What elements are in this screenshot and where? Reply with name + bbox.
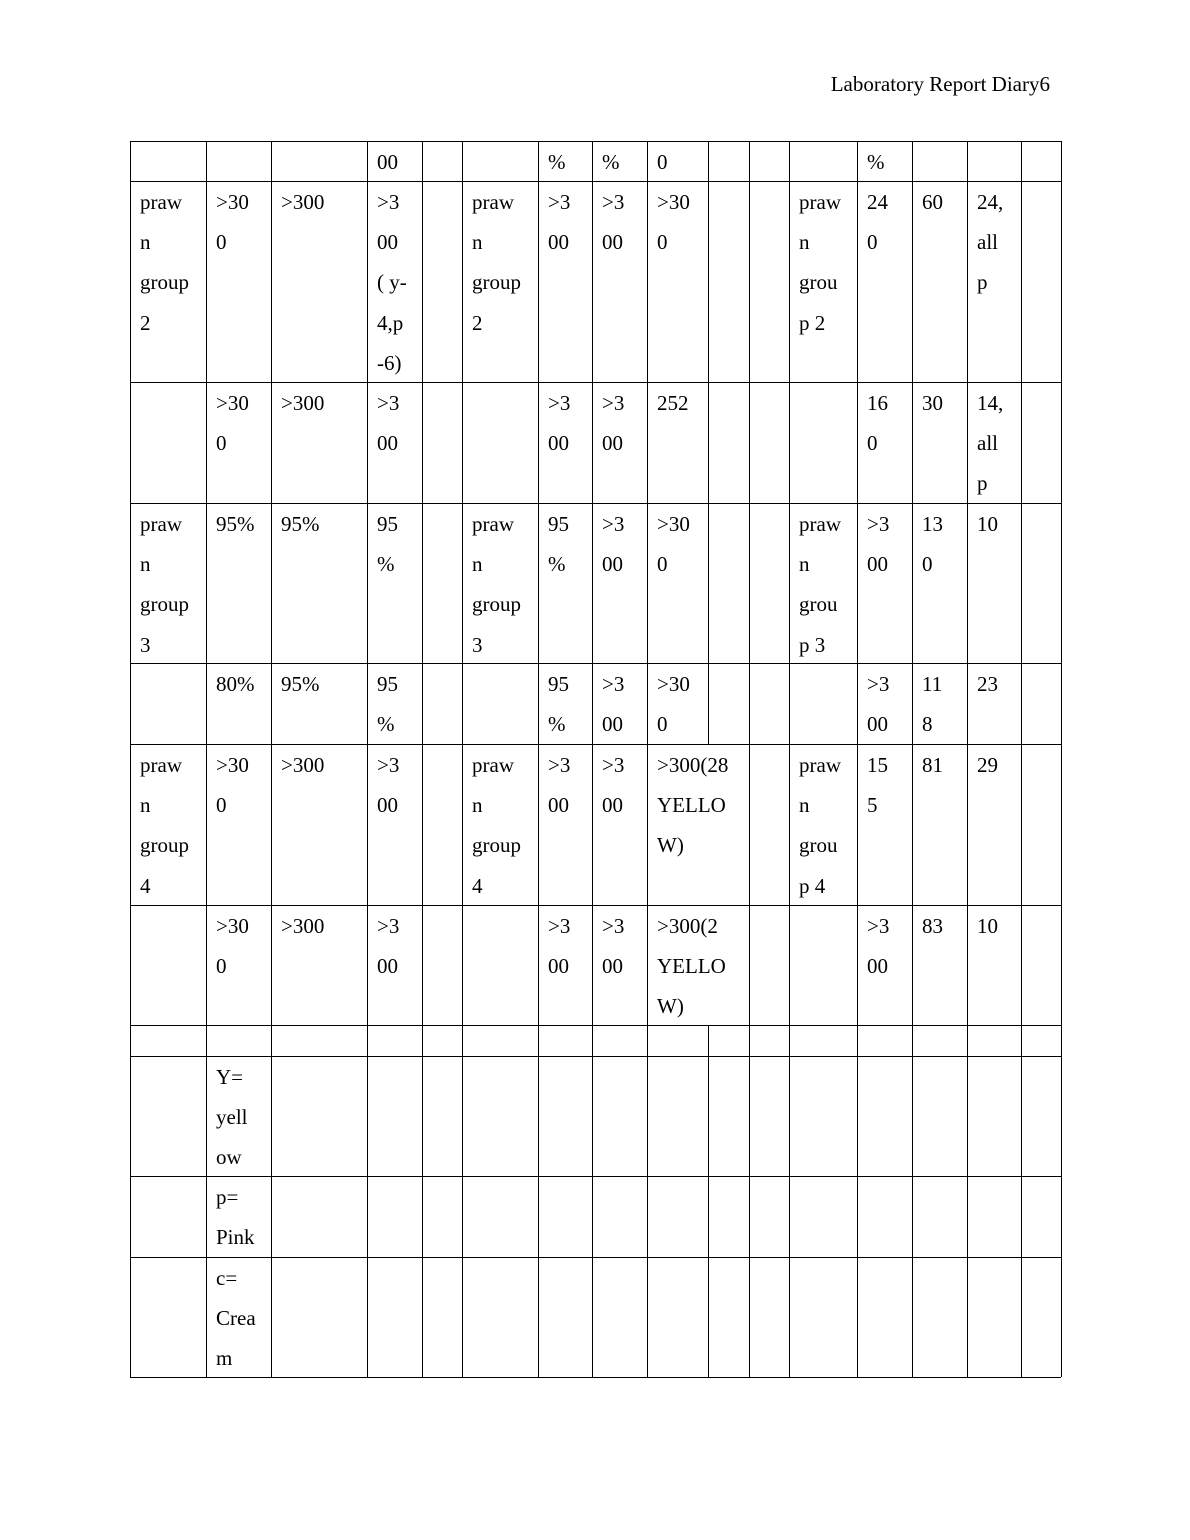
table-cell: praw n grou p 4 <box>799 753 841 898</box>
table-cell: 0 <box>657 150 668 174</box>
table-cell: praw n group 4 <box>140 753 189 898</box>
table-cell: >3 00 <box>602 512 625 577</box>
table-cell: Y= yell ow <box>216 1065 248 1170</box>
table-cell: 95% <box>281 672 320 696</box>
table-cell: 95 % <box>377 672 398 737</box>
table-cell: 16 0 <box>867 391 888 456</box>
table-cell: praw n grou p 3 <box>799 512 841 657</box>
table-cell: >300 <box>281 391 325 415</box>
table-cell: c= Crea m <box>216 1266 256 1371</box>
table-cell: praw n group 3 <box>472 512 521 657</box>
table-cell: >3 00 <box>867 672 890 737</box>
table-cell: >3 00 <box>602 391 625 456</box>
table-cell: praw n grou p 2 <box>799 190 841 335</box>
table-cell: praw n group 2 <box>140 190 189 335</box>
table-cell: >3 00 <box>548 914 571 979</box>
table-cell: 252 <box>657 391 689 415</box>
table-cell: >30 0 <box>657 672 690 737</box>
table-cell: 10 <box>977 512 998 536</box>
table-cell: >3 00 <box>602 914 625 979</box>
table-cell: >3 00 <box>602 672 625 737</box>
page-header: Laboratory Report Diary6 <box>830 72 1050 96</box>
table-cell: 23 <box>977 672 998 696</box>
table-cell: >30 0 <box>657 512 690 577</box>
table-cell: >300 <box>281 190 325 214</box>
table-cell: 95% <box>281 512 320 536</box>
table-cell: >30 0 <box>216 391 249 456</box>
table-cell: 30 <box>922 391 943 415</box>
table-cell: >3 00 <box>867 512 890 577</box>
table-cell: >300(2 YELLO W) <box>657 914 726 1019</box>
table-cell: 11 8 <box>922 672 943 737</box>
table-cell: >3 00 <box>548 753 571 818</box>
table-cell: p= Pink <box>216 1185 255 1250</box>
table-cell: >3 00 <box>377 914 400 979</box>
table-cell: 81 <box>922 753 943 777</box>
table-cell: 24 0 <box>867 190 888 255</box>
table-cell: 95 % <box>548 672 569 737</box>
table-cell: >3 00 <box>548 391 571 456</box>
table-cell: >30 0 <box>216 914 249 979</box>
table-cell: 13 0 <box>922 512 943 577</box>
table-cell: 24, all p <box>977 190 1004 295</box>
table-cell: >300 <box>281 914 325 938</box>
table-cell: 95 % <box>377 512 398 577</box>
table-cell: 95% <box>216 512 255 536</box>
table-cell: praw n group 4 <box>472 753 521 898</box>
table-cell: >3 00 <box>867 914 890 979</box>
table-cell: >3 00 <box>602 190 625 255</box>
table-cell: >3 00 <box>548 190 571 255</box>
table-cell: >30 0 <box>216 190 249 255</box>
table-cell: 29 <box>977 753 998 777</box>
table-cell: >300 <box>281 753 325 777</box>
table-cell: >30 0 <box>216 753 249 818</box>
table-cell: praw n group 2 <box>472 190 521 335</box>
table-cell: % <box>548 150 566 174</box>
table-cell: >3 00 ( y- 4,p -6) <box>377 190 407 375</box>
table-cell: 95 % <box>548 512 569 577</box>
table-cell: >3 00 <box>377 753 400 818</box>
table-cell: % <box>867 150 885 174</box>
table-cell: >300(28 YELLO W) <box>657 753 729 858</box>
table-cell: 60 <box>922 190 943 214</box>
table-cell: praw n group 3 <box>140 512 189 657</box>
table-cell: 10 <box>977 914 998 938</box>
table-cell: 83 <box>922 914 943 938</box>
table-cell: 14, all p <box>977 391 1004 496</box>
table-cell: >3 00 <box>377 391 400 456</box>
table-cell: >30 0 <box>657 190 690 255</box>
table-cell: >3 00 <box>602 753 625 818</box>
table-cell: 80% <box>216 672 255 696</box>
table-cell: 15 5 <box>867 753 888 818</box>
table-cell: 00 <box>377 150 398 174</box>
table-cell: % <box>602 150 620 174</box>
